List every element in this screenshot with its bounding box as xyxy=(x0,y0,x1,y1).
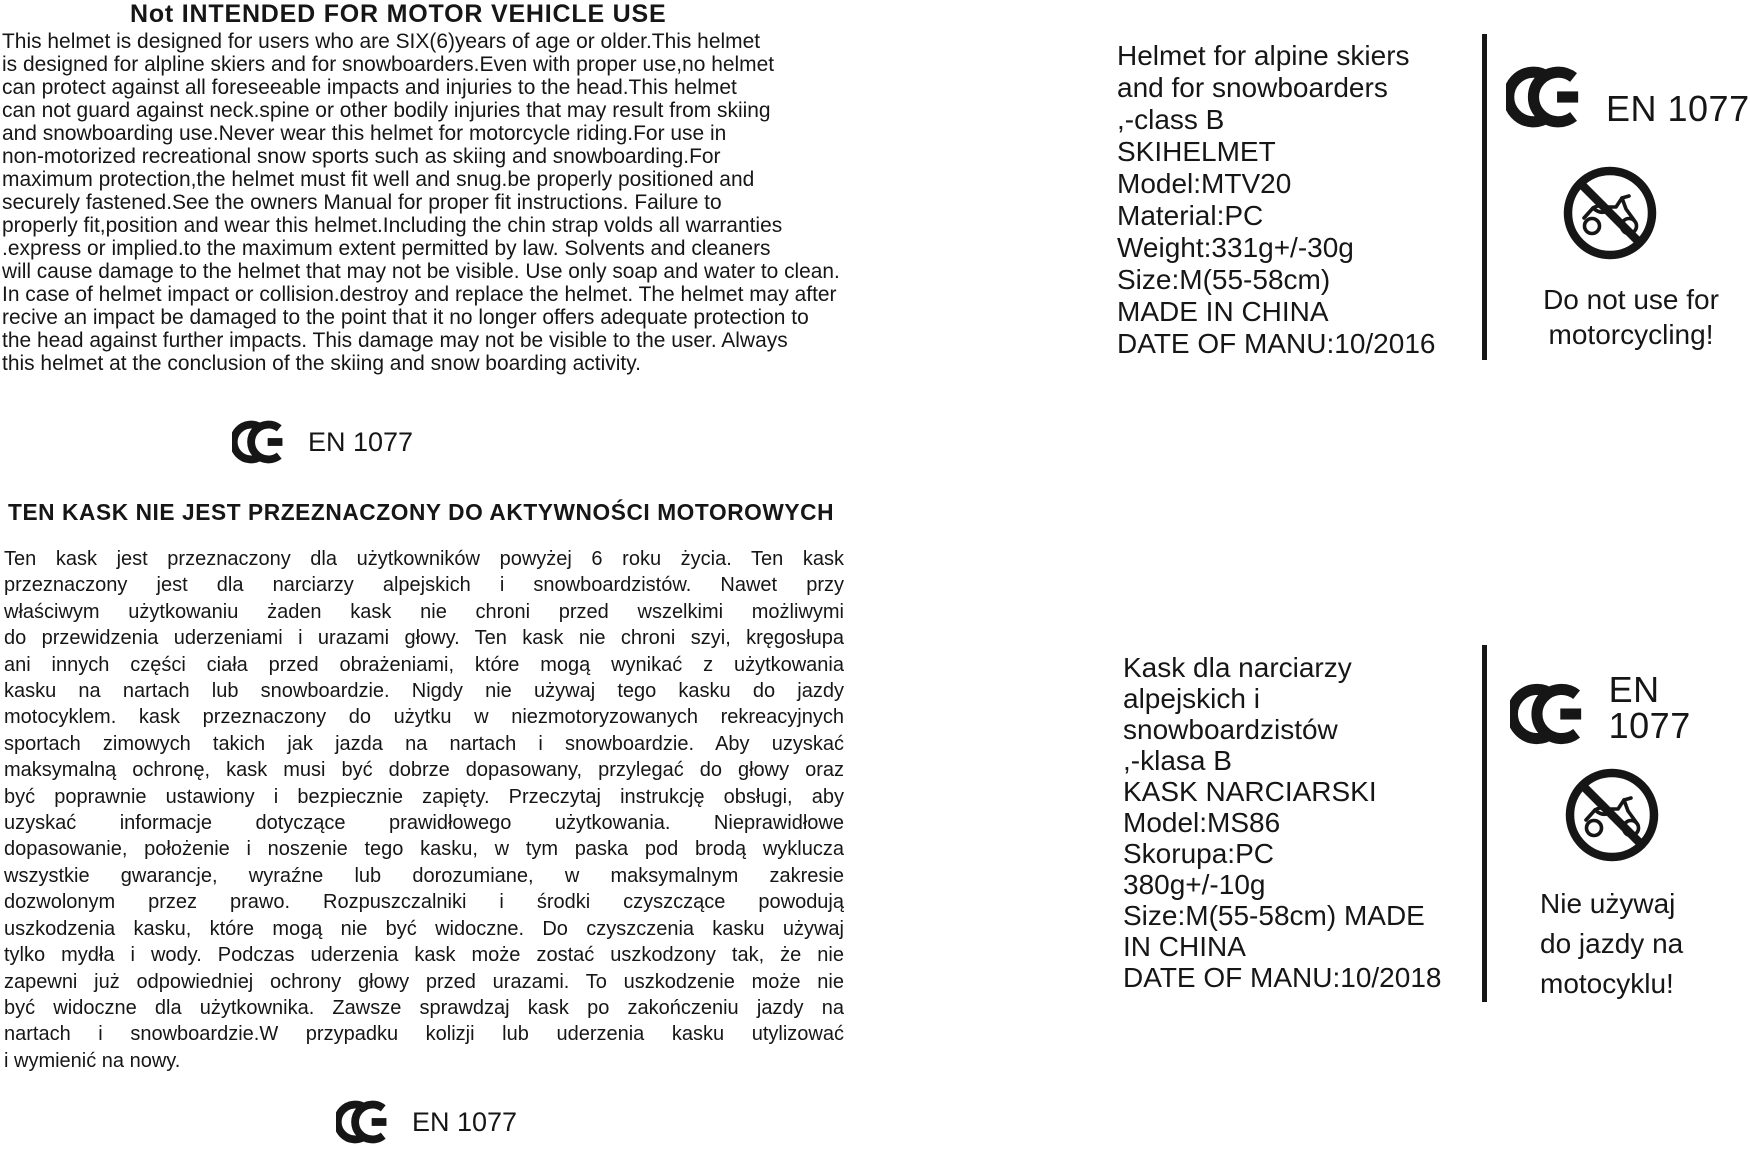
pl-warning-line: motocyklem. kask przeznaczony do użytku w niezmotoryzowanych rekreacyjnych xyxy=(4,706,844,729)
pl-product-info xyxy=(1123,652,1441,993)
prohibition-caption-line: Nie używaj xyxy=(1540,888,1676,919)
ce-mark-block-product-pl xyxy=(1510,669,1750,746)
product-info-line: Kask dla narciarzy xyxy=(1123,652,1352,683)
ce-mark-icon xyxy=(1506,66,1592,128)
en-product-info xyxy=(1117,40,1435,360)
pl-warning-line: Ten kask jest przeznaczony dla użytkowników powyżej 6 roku życia. Ten kask xyxy=(4,548,844,570)
standard-label: EN 1077 xyxy=(1608,669,1691,746)
pl-warning-title-wrap xyxy=(8,499,834,526)
pl-warning-line: przeznaczony jest dla narciarzy alpejskich i snowboardzistów. Nawet przy xyxy=(4,574,844,597)
pl-warning-line: maksymalną ochronę, kask musi być dobrze dopasowany, przylegać do głowy oraz xyxy=(4,759,844,782)
ce-mark-block-en xyxy=(232,420,413,464)
ce-mark-icon xyxy=(1510,683,1595,745)
prohibition-caption-line: Do not use for xyxy=(1543,284,1719,315)
pl-warning-line: sportach zimowych takich jak jazda na nartach i snowboardzie. Aby uzyskać xyxy=(4,732,844,755)
ce-mark-block-product-en xyxy=(1506,66,1750,128)
en-warning-line: In case of helmet impact or collision.destroy and replace the helmet. The helmet may after xyxy=(2,283,837,306)
prohibition-caption-line: do jazdy na xyxy=(1540,928,1684,959)
pl-warning-line: do przewidzenia uderzeniami i urazami głowy. Ten kask nie chroni szyi, kręgosłupa xyxy=(4,627,844,650)
product-info-line: Size:M(55-58cm) MADE xyxy=(1123,900,1425,931)
product-info-line: Size:M(55-58cm) xyxy=(1117,264,1331,295)
pl-warning-line: uzyskać informacje dotyczące prawidłowego użytkowania. Nieprawidłowe xyxy=(4,812,844,835)
product-info-line: alpejskich i xyxy=(1123,683,1260,714)
en-warning-line: the head against further impacts. This damage may not be visible to the user. Always xyxy=(2,329,788,352)
ce-mark-icon xyxy=(336,1100,396,1144)
product-info-line: Model:MTV20 xyxy=(1117,168,1292,199)
en-warning-line: is designed for alpline skiers and for snowboarders.Even with proper use,no helmet xyxy=(2,53,775,76)
standard-label: EN 1077 xyxy=(412,1106,518,1137)
product-info-line: DATE OF MANU:10/2018 xyxy=(1123,962,1442,993)
en-warning-line: recive an impact be damaged to the point that it no longer offers adequate protection to xyxy=(2,306,809,329)
en-warning-line: .express or implied.to the maximum extent permitted by law. Solvents and cleaners xyxy=(2,237,771,260)
product-info-line: ,-class B xyxy=(1117,104,1225,135)
no-motorcycle-icon xyxy=(1560,163,1660,263)
pl-warning-line: tylko mydła i wody. Podczas uderzenia kask może zostać uszkodzony tak, że nie xyxy=(4,944,844,967)
product-info-line: SKIHELMET xyxy=(1117,136,1276,167)
product-info-line: KASK NARCIARSKI xyxy=(1123,776,1377,807)
en-warning-line: this helmet at the conclusion of the skiing and snow boarding activity. xyxy=(2,352,641,375)
product-info-line: IN CHINA xyxy=(1123,931,1246,962)
pl-warning-line: dozwolonym przez prawo. Rozpuszczalniki i środki czyszczące powodują xyxy=(4,891,844,914)
ce-mark-icon xyxy=(232,420,292,464)
en-warning-title: Not INTENDED FOR MOTOR VEHICLE USE xyxy=(130,0,667,28)
pl-warning-line: zapewni już odpowiedniej ochrony głowy przed urazami. To uszkodzenie może nie xyxy=(4,970,844,993)
product-info-line: 380g+/-10g xyxy=(1123,869,1266,900)
en-warning-line: This helmet is designed for users who are SIX(6)years of age or older.This helmet xyxy=(2,30,761,53)
pl-warning-line: nartach i snowboardzie.W przypadku kolizji lub uderzenia kasku utylizować xyxy=(4,1023,844,1046)
pl-warning-line: i wymienić na nowy. xyxy=(4,1049,181,1072)
standard-label: EN 1077 xyxy=(308,426,414,457)
pl-warning-line: być widoczne dla użytkownika. Zawsze sprawdzaj kask po zakończeniu jazdy na xyxy=(4,996,844,1019)
en-warning-line: and snowboarding use.Never wear this helmet for motorcycle riding.For use in xyxy=(2,122,727,145)
product-info-line: DATE OF MANU:10/2016 xyxy=(1117,328,1436,359)
divider-line-en xyxy=(1482,34,1487,360)
en-warning-line: properly fit,position and wear this helmet.Including the chin strap volds all warranties xyxy=(2,214,783,237)
product-info-line: Skorupa:PC xyxy=(1123,838,1274,869)
product-info-line: and for snowboarders xyxy=(1117,72,1388,103)
pl-warning-line: uszkodzenia kasku, które mogą nie być widoczne. Do czyszczenia kasku używaj xyxy=(4,917,844,940)
prohibition-caption-line: motorcycling! xyxy=(1548,319,1714,350)
standard-label: EN 1077 xyxy=(1606,88,1750,129)
en-warning-line: can protect against all foreseeable impacts and injuries to the head.This helmet xyxy=(2,76,737,99)
pl-warning-line: właściwym użytkowaniu żaden kask nie chroni przed wszelkimi możliwymi xyxy=(4,600,844,623)
pl-warning-line: ani innych części ciała przed obrażeniami, które mogą wynikać z użytkowania xyxy=(4,653,844,676)
ce-mark-block-pl xyxy=(336,1100,517,1144)
en-warning-line: non-motorized recreational snow sports such as skiing and snowboarding.For xyxy=(2,145,721,168)
pl-warning-title: TEN KASK NIE JEST PRZEZNACZONY DO AKTYWNOŚCI MOTOROWYCH xyxy=(8,499,835,525)
en-prohibition-caption xyxy=(1495,282,1750,352)
product-info-line: Helmet for alpine skiers xyxy=(1117,40,1410,71)
en-warning-line: can not guard against neck.spine or other bodily injuries that may result from skiing xyxy=(2,99,771,122)
product-info-line: snowboardzistów xyxy=(1123,714,1338,745)
pl-warning-line: wszystkie gwarancje, wyraźne lub dorozumiane, w maksymalnym zakresie xyxy=(4,864,844,887)
product-info-line: ,-klasa B xyxy=(1123,745,1232,776)
pl-warning-line: dopasowanie, położenie i noszenie tego kasku, w tym paska pod brodą wyklucza xyxy=(4,838,844,861)
pl-warning-line: być poprawnie ustawiony i bezpiecznie zapięty. Przeczytaj instrukcję obsługi, aby xyxy=(4,785,844,808)
product-info-line: Model:MS86 xyxy=(1123,807,1281,838)
en-warning-text xyxy=(2,30,842,375)
divider-line-pl xyxy=(1482,645,1487,1002)
en-warning-line: maximum protection,the helmet must fit well and snug.be properly positioned and xyxy=(2,168,755,191)
en-warning-line: securely fastened.See the owners Manual for proper fit instructions. Failure to xyxy=(2,191,722,214)
pl-warning-text xyxy=(4,546,844,1074)
en-warning-line: will cause damage to the helmet that may not be visible. Use only soap and water to clean. xyxy=(2,260,840,283)
product-info-line: Material:PC xyxy=(1117,200,1264,231)
no-motorcycle-icon xyxy=(1562,765,1662,865)
pl-warning-line: kasku na nartach lub snowboardzie. Nigdy nie używaj tego kasku do jazdy xyxy=(4,680,844,703)
product-info-line: Weight:331g+/-30g xyxy=(1117,232,1354,263)
product-info-line: MADE IN CHINA xyxy=(1117,296,1329,327)
prohibition-caption-line: motocyklu! xyxy=(1540,968,1674,999)
pl-prohibition-caption xyxy=(1540,884,1683,1004)
